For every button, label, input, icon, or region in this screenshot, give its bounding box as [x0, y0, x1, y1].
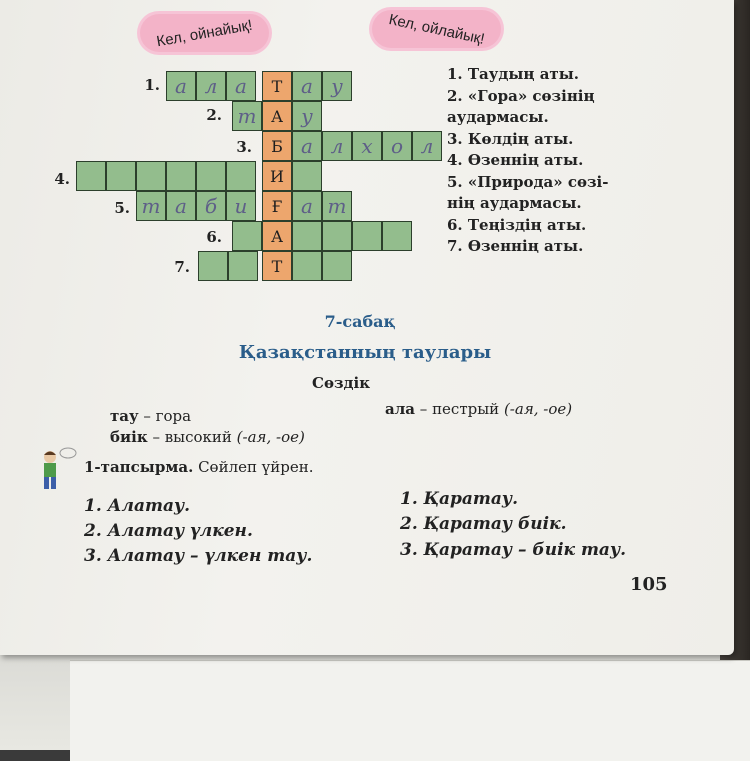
row-number-4: 4. — [54, 170, 70, 188]
handwritten-letter: т — [141, 194, 161, 218]
crossword-cell[interactable] — [232, 101, 262, 131]
handwritten-letter: у — [301, 104, 313, 128]
handwritten-letter: и — [234, 194, 248, 218]
vocab-word: ала — [385, 400, 416, 418]
key-letter: Б — [271, 136, 283, 156]
clue-line: аудармасы. — [447, 108, 549, 126]
handwritten-letter: л — [204, 74, 218, 98]
vocab-separator: – — [147, 428, 165, 446]
handwritten-letter: а — [235, 74, 247, 98]
key-letter: А — [270, 106, 284, 126]
key-letter: Т — [271, 256, 283, 276]
cloud-banner-think-text: Кел, ойлайық! — [387, 10, 487, 48]
crossword-cell[interactable] — [226, 161, 256, 191]
vocab-forms: (-ая, -ое) — [499, 400, 573, 418]
clue-line: 4. Өзеннің аты. — [447, 151, 584, 169]
crossword-cell[interactable] — [136, 191, 166, 221]
crossword-cell[interactable] — [136, 161, 166, 191]
notebook-sheet — [70, 660, 750, 761]
dictionary-heading: Сөздік — [312, 374, 371, 392]
crossword-cell[interactable] — [292, 101, 322, 131]
crossword-key-cell — [262, 161, 292, 191]
vocab-translation: пестрый — [432, 400, 500, 418]
row-number-5: 5. — [114, 199, 130, 217]
crossword-cell[interactable] — [322, 71, 352, 101]
crossword-key-cell — [262, 71, 292, 101]
handwritten-letter: у — [331, 74, 343, 98]
crossword-cell[interactable] — [382, 221, 412, 251]
row-number-3: 3. — [236, 138, 252, 156]
crossword-cell[interactable] — [166, 161, 196, 191]
boy-speaking-icon — [38, 445, 78, 495]
sentence-right-2: 2. Қаратау биік. — [400, 514, 567, 534]
cloud-banner-play — [140, 14, 269, 52]
crossword-cell[interactable] — [292, 161, 322, 191]
vocab-separator: – — [138, 407, 156, 425]
crossword-cell[interactable] — [322, 131, 352, 161]
handwritten-letter: а — [301, 194, 313, 218]
crossword-cell[interactable] — [228, 251, 258, 281]
vocab-entry-biik — [110, 428, 305, 446]
vocab-word: тау — [110, 407, 139, 425]
clue-line: 1. Таудың аты. — [447, 65, 579, 83]
crossword-cell[interactable] — [352, 221, 382, 251]
vocab-word: биік — [110, 428, 148, 446]
handwritten-letter: о — [390, 134, 404, 158]
crossword-cell[interactable] — [166, 191, 196, 221]
clue-line: 3. Көлдің аты. — [447, 129, 574, 148]
key-letter: И — [270, 166, 284, 186]
task-label: 1-тапсырма. — [84, 458, 194, 476]
row-number-1: 1. — [144, 76, 160, 94]
sentence-right-1: 1. Қаратау. — [400, 489, 519, 509]
crossword-cell[interactable] — [198, 251, 228, 281]
key-letter: Ғ — [271, 196, 283, 216]
crossword-key-cell — [262, 131, 292, 161]
clue-line: 2. «Гора» сөзінің — [447, 86, 595, 105]
crossword-cell[interactable] — [382, 131, 412, 161]
vocab-entry-ala — [385, 400, 572, 418]
cloud-banner-think — [372, 10, 501, 48]
sentence-left-1: 1. Алатау. — [84, 496, 191, 516]
key-letter: Т — [271, 76, 283, 96]
cloud-banner-play-text: Кел, ойнайық! — [155, 16, 254, 50]
crossword-cell[interactable] — [196, 71, 226, 101]
crossword-cell[interactable] — [226, 191, 256, 221]
crossword-cell[interactable] — [322, 221, 352, 251]
vocab-translation: высокий — [164, 428, 232, 446]
row-number-7: 7. — [174, 258, 190, 276]
handwritten-letter: а — [175, 194, 187, 218]
row-number-2: 2. — [206, 106, 222, 124]
vocab-translation: гора — [155, 407, 192, 425]
crossword-cell[interactable] — [196, 191, 226, 221]
crossword-cell[interactable] — [292, 191, 322, 221]
lesson-number: 7-сабақ — [324, 312, 396, 331]
vocab-entry-tau — [110, 407, 191, 425]
clue-line: нің аудармасы. — [447, 194, 582, 212]
lesson-title: Қазақстанның таулары — [238, 342, 492, 363]
clue-line: 5. «Природа» сөзі- — [447, 172, 609, 191]
crossword-cell[interactable] — [166, 71, 196, 101]
crossword-key-cell — [262, 191, 292, 221]
crossword-cell[interactable] — [292, 131, 322, 161]
task-instruction: Сөйлеп үйрен. — [193, 458, 314, 476]
crossword-key-cell — [262, 221, 292, 251]
crossword-cell[interactable] — [292, 71, 322, 101]
crossword-cell[interactable] — [292, 251, 322, 281]
handwritten-letter: л — [330, 134, 344, 158]
crossword-cell[interactable] — [322, 251, 352, 281]
handwritten-letter: х — [361, 134, 373, 158]
crossword-cell[interactable] — [352, 131, 382, 161]
clue-line: 6. Теңіздің аты. — [447, 215, 587, 234]
crossword-cell[interactable] — [226, 71, 256, 101]
handwritten-letter: а — [301, 134, 313, 158]
crossword-cell[interactable] — [322, 191, 352, 221]
vocab-forms: (-ая, -ое) — [231, 428, 305, 446]
clue-line: 7. Өзеннің аты. — [447, 237, 584, 255]
sentence-left-3: 3. Алатау – үлкен тау. — [84, 546, 313, 566]
handwritten-letter: а — [301, 74, 313, 98]
page-number: 105 — [630, 574, 668, 595]
crossword-cell[interactable] — [106, 161, 136, 191]
task-title — [84, 458, 313, 476]
sentence-left-2: 2. Алатау үлкен. — [84, 521, 253, 541]
vocab-separator: – — [415, 400, 433, 418]
crossword-cell[interactable] — [412, 131, 442, 161]
crossword-clues — [447, 64, 687, 258]
handwritten-letter: л — [420, 134, 434, 158]
key-letter: А — [270, 226, 284, 246]
crossword-cell[interactable] — [292, 221, 322, 251]
crossword-cell[interactable] — [232, 221, 262, 251]
handwritten-letter: т — [327, 194, 347, 218]
crossword-cell[interactable] — [196, 161, 226, 191]
crossword-key-cell — [262, 101, 292, 131]
sentence-right-3: 3. Қаратау – биік тау. — [400, 540, 627, 560]
row-number-6: 6. — [206, 228, 222, 246]
handwritten-letter: б — [204, 194, 218, 218]
crossword-key-cell — [262, 251, 292, 281]
crossword-cell[interactable] — [76, 161, 106, 191]
handwritten-letter: т — [237, 104, 257, 128]
handwritten-letter: а — [175, 74, 187, 98]
